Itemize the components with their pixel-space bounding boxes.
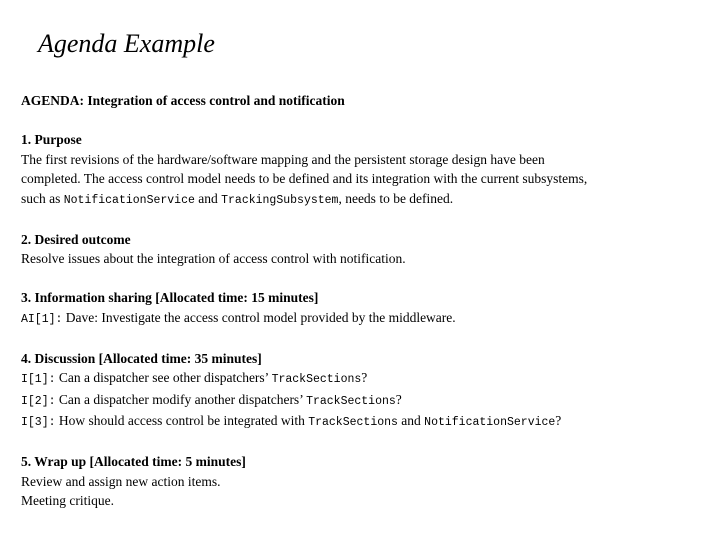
issue-text: Can a dispatcher modify another dispatchers’	[55, 391, 307, 407]
issue-label: I[2]:	[21, 394, 56, 408]
issue-text: Can a dispatcher see other dispatchers’	[55, 370, 272, 385]
purpose-text: and	[194, 190, 222, 206]
purpose-text-line	[21, 189, 711, 211]
track-sections-code: TrackSections	[306, 394, 396, 408]
wrap-up-text: Review and assign new action items.	[21, 473, 221, 489]
track-sections-code: TrackSections	[271, 373, 362, 386]
desired-outcome-heading: 2. Desired outcome	[21, 231, 131, 247]
wrap-up-section	[21, 452, 711, 511]
track-sections-code: TrackSections	[308, 416, 398, 429]
purpose-text-line: completed. The access control model needs to be defined and its integration with the current subsystems,	[21, 171, 588, 186]
issue-text: ?	[555, 413, 562, 428]
issue-label: I[3]:	[21, 416, 56, 429]
discussion-section	[21, 349, 711, 433]
issue-text: How should access control be integrated with	[55, 413, 309, 428]
notification-service-code: NotificationService	[424, 416, 556, 429]
information-sharing-heading: 3. Information sharing [Allocated time: 15 minutes]	[21, 290, 319, 305]
wrap-up-text: Meeting critique.	[21, 493, 114, 508]
action-item-label: AI[1]:	[21, 312, 63, 326]
purpose-text-line: The first revisions of the hardware/software mapping and the persistent storage design have been	[21, 151, 545, 167]
issue-text: ?	[395, 391, 402, 407]
agenda-heading: AGENDA: Integration of access control and notification	[21, 93, 345, 108]
agenda-heading-section	[21, 91, 711, 111]
desired-outcome-text: Resolve issues about the integration of access control with notification.	[21, 251, 406, 266]
issue-item	[21, 368, 711, 390]
purpose-text: such as	[21, 190, 64, 206]
issue-item	[21, 390, 711, 412]
action-item	[21, 308, 711, 330]
issue-text: ?	[361, 370, 368, 385]
wrap-up-heading: 5. Wrap up [Allocated time: 5 minutes]	[21, 454, 246, 469]
discussion-heading: 4. Discussion [Allocated time: 35 minutes]	[21, 350, 262, 366]
issue-text: and	[397, 413, 425, 428]
action-item-text: Dave: Investigate the access control model provided by the middleware.	[62, 309, 456, 325]
tracking-subsystem-code: TrackingSubsystem	[221, 193, 339, 207]
purpose-text: , needs to be defined.	[338, 190, 454, 206]
issue-label: I[1]:	[21, 373, 56, 386]
information-sharing-section	[21, 288, 711, 329]
purpose-section	[21, 130, 711, 210]
purpose-heading: 1. Purpose	[21, 132, 82, 147]
slide-title: Agenda Example	[38, 29, 215, 58]
notification-service-code: NotificationService	[63, 193, 195, 207]
agenda-body	[21, 91, 711, 530]
issue-item	[21, 411, 711, 433]
desired-outcome-section	[21, 230, 711, 269]
